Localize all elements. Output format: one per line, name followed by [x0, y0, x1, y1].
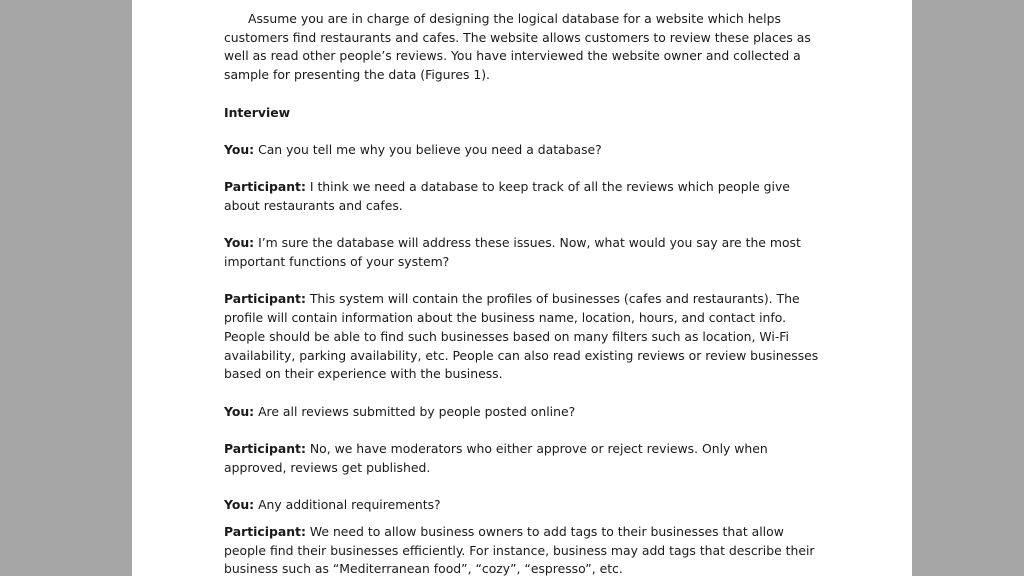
dialogue-text: This system will contain the profiles of businesses (cafes and restaurants). The profile will contain information about the business name, location, hours, and contact info. People should be able to find such businesses based on many filters such as location, Wi-Fi availability, parking availability, etc. People can also read existing reviews or review businesses based on their experience with the business. — [224, 291, 819, 382]
speaker-label: You: — [224, 235, 255, 251]
speaker-label: Participant: — [224, 523, 306, 539]
dialogue-line — [224, 403, 824, 422]
speaker-label: Participant: — [224, 179, 306, 195]
dialogue-text: Can you tell me why you believe you need a database? — [254, 141, 602, 157]
dialogue-line — [224, 178, 824, 215]
dialogue-line — [224, 496, 824, 515]
document-page — [132, 0, 912, 576]
dialogue-text: No, we have moderators who either approve or reject reviews. Only when approved, reviews get published. — [224, 441, 768, 475]
document-content — [224, 10, 824, 576]
dialogue-line — [224, 234, 824, 271]
dialogue-line — [224, 141, 824, 160]
interview-heading: Interview — [224, 104, 291, 120]
dialogue-line — [224, 523, 824, 576]
dialogue-text: I think we need a database to keep track of all the reviews which people give about restaurants and cafes. — [224, 179, 790, 213]
speaker-label: You: — [224, 497, 255, 513]
dialogue-text: Are all reviews submitted by people posted online? — [254, 403, 576, 419]
speaker-label: You: — [224, 403, 255, 419]
speaker-label: Participant: — [224, 291, 306, 307]
dialogue-text: I’m sure the database will address these issues. Now, what would you say are the most important functions of your system? — [224, 235, 801, 270]
dialogue-text: We need to allow business owners to add tags to their businesses that allow people find their businesses efficiently. For instance, business may add tags that describe their business such as “Mediterranean food”, “cozy”, “espresso”, etc. — [224, 523, 815, 576]
dialogue-line — [224, 440, 824, 477]
dialogue-text: Any additional requirements? — [254, 497, 441, 513]
speaker-label: Participant: — [224, 441, 306, 457]
speaker-label: You: — [224, 141, 255, 157]
intro-paragraph: Assume you are in charge of designing the logical database for a website which helps customers find restaurants and cafes. The website allows customers to review these places as well as read other people’s reviews. You have interviewed the website owner and collected a sample for presenting the data (Figures 1). — [224, 11, 811, 83]
dialogue-line — [224, 290, 824, 384]
